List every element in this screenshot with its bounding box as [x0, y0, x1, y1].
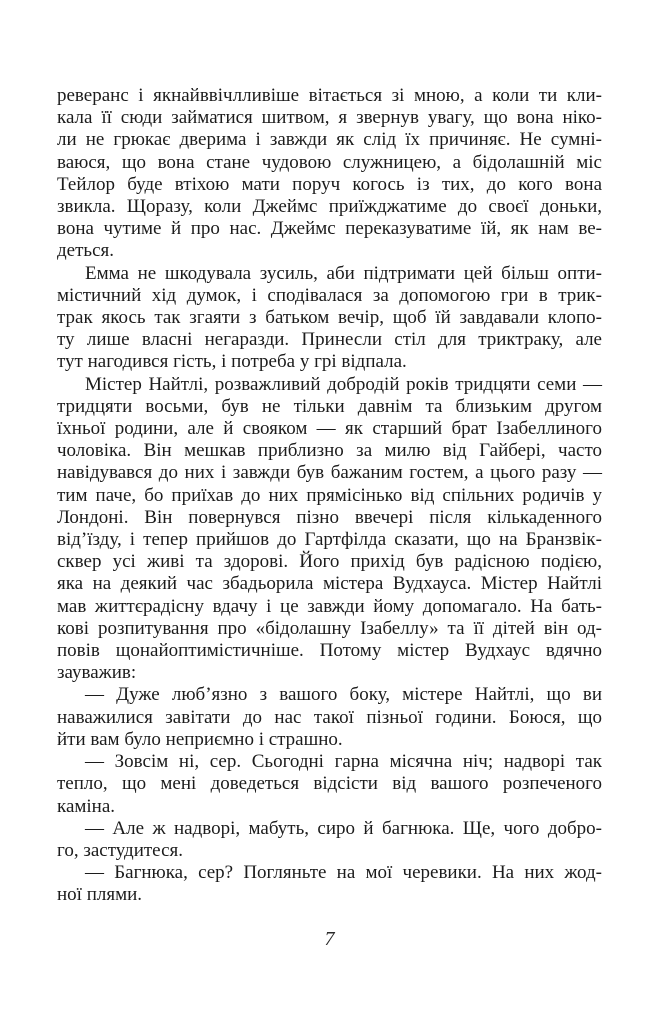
text-line: сквер усі живі та здорові. Його прихід був радісною подією,: [57, 551, 602, 573]
text-line: наважилися завітати до нас такої пізньої години. Боюся, що: [57, 706, 602, 728]
text-line: від’їзду, і тепер прийшов до Гартфілда сказати, що на Бранзвік-: [57, 529, 602, 551]
text-line: містичний хід думок, і сподівалася за допомогою гри в трик-: [57, 284, 602, 306]
text-line: — Зовсім ні, сер. Сьогодні гарна місячна ніч; надворі так: [85, 751, 602, 773]
text-line: Емма не шкодувала зусиль, аби підтримати цей більш опти-: [85, 262, 602, 284]
text-line: кові розпитування про «бідолашну Ізабеллу» та її дітей він од-: [57, 617, 602, 639]
text-line: деться.: [57, 240, 114, 262]
text-line: — Але ж надворі, мабуть, сиро й багнюка. Ще, чого добро-: [85, 817, 602, 839]
text-line: ної плями.: [57, 884, 143, 906]
text-line: тим паче, бо приїхав до них прямісінько від спільних родичів у: [57, 484, 602, 506]
text-line: Містер Найтлі, розважливий добродій років тридцяти семи —: [85, 373, 602, 395]
text-line: кала її сюди займатися шитвом, я звернув увагу, що вона ніко-: [57, 107, 602, 129]
text-line: яка на деякий час збадьорила містера Вудхауса. Містер Найтлі: [57, 573, 602, 595]
text-line: ту лише власні негаразди. Принесли стіл для триктраку, але: [57, 329, 602, 351]
text-line: їхньої родини, але й свояком — як старший брат Ізабеллиного: [57, 418, 602, 440]
page-text: [57, 85, 602, 907]
paragraph: [57, 818, 602, 862]
text-line: мав життєрадісну вдачу і це завжди йому допомагало. На бать-: [57, 595, 602, 617]
text-line: реверанс і якнайввічлливіше вітається зі мною, а коли ти кли-: [57, 85, 602, 106]
paragraph: [57, 862, 602, 906]
paragraph: [57, 684, 602, 751]
paragraph: [57, 263, 602, 374]
text-line: каміна.: [57, 795, 116, 817]
text-line: го, застудитеся.: [57, 839, 184, 861]
text-line: чоловіка. Він мешкав приблизно за милю від Гайбері, часто: [57, 440, 602, 462]
text-line: повів щонайоптимістичніше. Потому містер Вудхаус вдячно: [57, 640, 602, 662]
paragraph: [57, 85, 602, 263]
text-line: Лондоні. Він повернувся пізно ввечері після кількаденного: [57, 506, 602, 528]
text-line: ли не грюкає дверима і завжди як слід їх причиняє. Не сумні-: [57, 129, 602, 151]
text-line: трак якось так згаяти з батьком вечір, щоб їй завдавали клопо-: [57, 307, 602, 329]
page-number: 7: [324, 928, 335, 950]
text-line: тепло, що мені доведеться відсісти від вашого розпеченого: [57, 773, 602, 795]
text-line: звикла. Щоразу, коли Джеймс приїжджатиме до своєї доньки,: [57, 196, 602, 218]
text-line: — Багнюка, сер? Погляньте на мої черевики. На них жод-: [85, 862, 602, 884]
text-line: зауважив:: [57, 662, 137, 684]
text-line: ваюся, що вона стане чудовою служницею, а бідолашній міс: [57, 151, 602, 173]
text-line: — Дуже люб’язно з вашого боку, містере Найтлі, що ви: [85, 684, 602, 706]
text-line: Тейлор буде втіхою мати поруч когось із тих, до кого вона: [57, 173, 602, 195]
text-line: навідувався до них і завжди був бажаним гостем, а цього разу —: [57, 462, 602, 484]
paragraph: [57, 374, 602, 685]
text-line: тридцяти восьми, був не тільки давнім та близьким другом: [57, 395, 602, 417]
text-line: вона чутиме й про нас. Джеймс переказуватиме їй, як нам ве-: [57, 218, 602, 240]
paragraph: [57, 751, 602, 818]
text-line: тут нагодився гість, і потреба у грі відпала.: [57, 351, 407, 373]
text-line: йти вам було неприємно і страшно.: [57, 728, 343, 750]
